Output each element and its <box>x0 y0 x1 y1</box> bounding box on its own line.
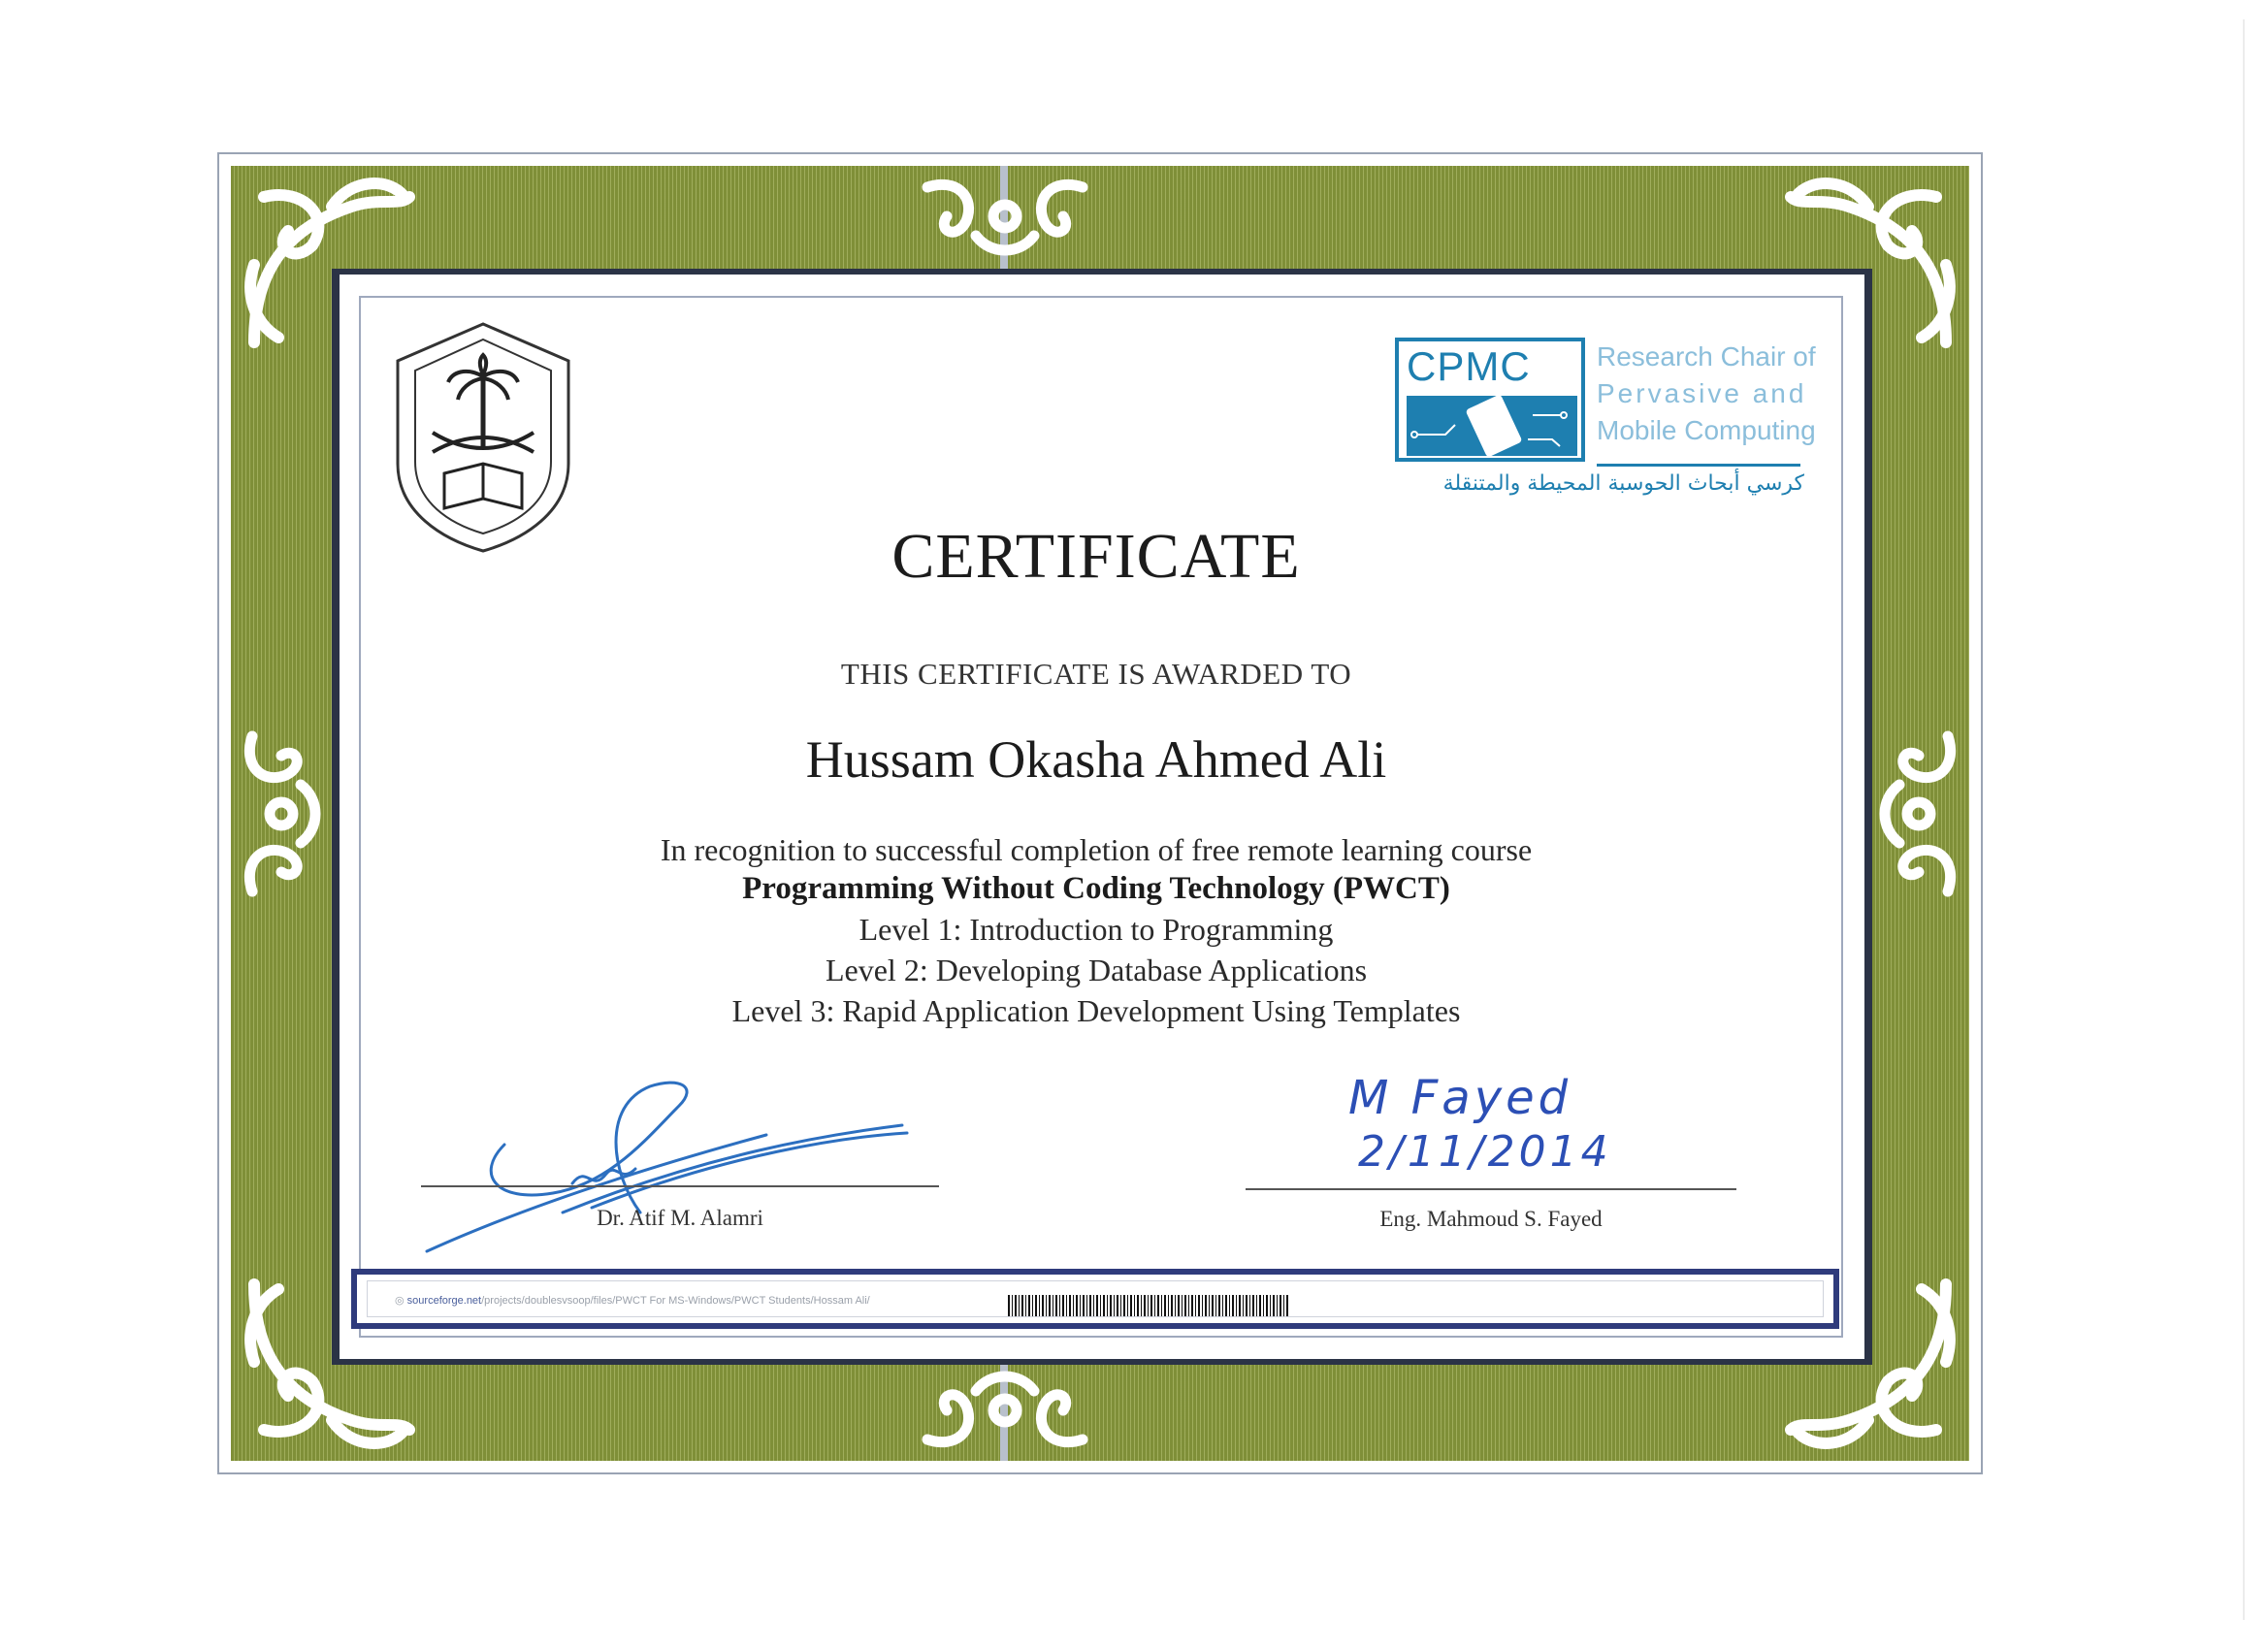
left-signatory-name: Dr. Atif M. Alamri <box>597 1206 763 1230</box>
course-level-1: Level 1: Introduction to Programming <box>859 912 1334 947</box>
left-signature-scribble <box>417 1077 922 1265</box>
circuit-icon <box>1407 396 1577 456</box>
right-signature-date: 2/11/2014 <box>1358 1127 1612 1177</box>
right-signature-line <box>1246 1188 1736 1190</box>
recipient-name: Hussam Okasha Ahmed Ali <box>805 730 1387 789</box>
edge-ornament-bottom-icon <box>908 1362 1102 1459</box>
cpmc-line-2: Pervasive and <box>1597 378 1807 408</box>
edge-ornament-right-icon <box>1870 717 1967 911</box>
edge-ornament-left-icon <box>233 717 330 911</box>
url-field <box>367 1280 1824 1317</box>
right-signature-name: M Fayed <box>1348 1071 1572 1125</box>
url-path: /projects/doublesvsoop/files/PWCT For MS-Windows/PWCT Students/Hossam Ali/ <box>481 1295 870 1307</box>
cpmc-acronym: CPMC <box>1407 343 1531 389</box>
verification-url-bar <box>351 1269 1839 1329</box>
right-signatory-name: Eng. Mahmoud S. Fayed <box>1379 1207 1603 1231</box>
recognition-line: In recognition to successful completion of free remote learning course <box>660 832 1533 867</box>
url-text <box>395 1294 870 1307</box>
cpmc-logo <box>1395 338 1816 512</box>
course-level-3: Level 3: Rapid Application Development Using Templates <box>731 993 1461 1028</box>
cpmc-arabic-name: كرسي أبحاث الحوسبة المحيطة والمتنقلة <box>1442 471 1804 496</box>
cpmc-box <box>1395 338 1585 462</box>
course-level-2: Level 2: Developing Database Applications <box>825 953 1368 987</box>
barcode-icon <box>1008 1295 1289 1316</box>
left-signature-line <box>421 1185 939 1187</box>
cpmc-line-1: Research Chair of <box>1597 341 1816 372</box>
awarded-to-label: THIS CERTIFICATE IS AWARDED TO <box>840 657 1352 691</box>
scan-edge <box>2243 19 2245 1620</box>
cpmc-underline <box>1597 464 1800 467</box>
url-domain: sourceforge.net <box>406 1295 482 1307</box>
certificate-title: CERTIFICATE <box>891 521 1301 592</box>
edge-ornament-top-icon <box>908 168 1102 265</box>
cpmc-line-3: Mobile Computing <box>1597 415 1816 445</box>
course-name: Programming Without Coding Technology (PWCT) <box>742 871 1450 906</box>
globe-icon: ◎ <box>395 1295 405 1307</box>
